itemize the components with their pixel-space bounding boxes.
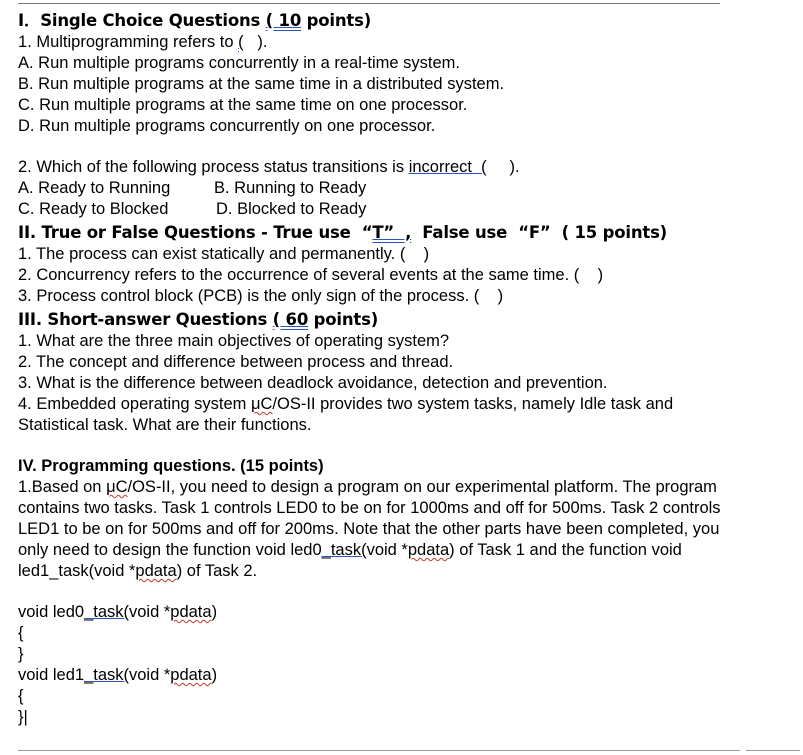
q1-option-c: C. Run multiple programs at the same time on one processor. (18, 96, 468, 114)
section-2-heading: II. True or False Questions - True use “T” , False use “F” ( 15 points) (18, 223, 668, 242)
q2-stem: 2. Which of the following process status transitions is incorrect ( ). (18, 158, 520, 176)
document-page (18, 10, 788, 728)
code-led0-close-brace: } (18, 645, 24, 663)
section-1-heading: I．Single Choice Questions ( 10 points) (18, 11, 372, 30)
code-led0-signature: void led0_task(void *pdata) (18, 603, 218, 621)
q2-options-row-2: C. Ready to Blocked D. Blocked to Ready (18, 200, 367, 218)
tf-item-2: 2. Concurrency refers to the occurrence of several events at the same time. ( ) (18, 266, 604, 284)
q2-options-row-1: A. Ready to Running B. Running to Ready (18, 179, 367, 197)
code-led0-open-brace: { (18, 624, 24, 642)
sa-item-1: 1. What are the three main objectives of operating system? (18, 332, 450, 350)
bottom-rule-right (746, 750, 800, 751)
programming-question: 1.Based on μC/OS-II, you need to design a program on our experimental platform. The program contains two tasks. Task 1 controls LED0 to be on for 1000ms and off for 500ms. Task 2 controls LED1 to be on for 500ms and off for 200ms. Note that the other parts have been completed, you only need to design the function void led0_task(void *pdata) of Task 1 and the function void led1_task(void *pdata) of Task 2. (18, 478, 721, 580)
tf-item-1: 1. The process can exist statically and permanently. ( ) (18, 245, 430, 263)
q1-option-d: D. Run multiple programs concurrently on one processor. (18, 117, 436, 135)
bottom-rule (18, 750, 740, 751)
q1-option-a: A. Run multiple programs concurrently in a real-time system. (18, 54, 460, 72)
code-led1-signature: void led1_task(void *pdata) (18, 666, 218, 684)
tf-item-3: 3. Process control block (PCB) is the only sign of the process. ( ) (18, 287, 504, 305)
section-3-heading: III. Short-answer Questions ( 60 points) (18, 310, 379, 329)
top-rule (18, 3, 720, 4)
sa-item-3: 3. What is the difference between deadlock avoidance, detection and prevention. (18, 374, 608, 392)
code-led1-close-brace-cursor[interactable]: }| (18, 708, 28, 726)
q1-stem: 1. Multiprogramming refers to ( ). (18, 33, 268, 51)
q1-option-b: B. Run multiple programs at the same time in a distributed system. (18, 75, 505, 93)
sa-item-2: 2. The concept and difference between process and thread. (18, 353, 454, 371)
section-4-heading: IV. Programming questions. (15 points) (18, 457, 324, 475)
code-led1-open-brace: { (18, 687, 24, 705)
sa-item-4: 4. Embedded operating system μC/OS-II provides two system tasks, namely Idle task and Statistical task. What are their functions. (18, 395, 674, 434)
